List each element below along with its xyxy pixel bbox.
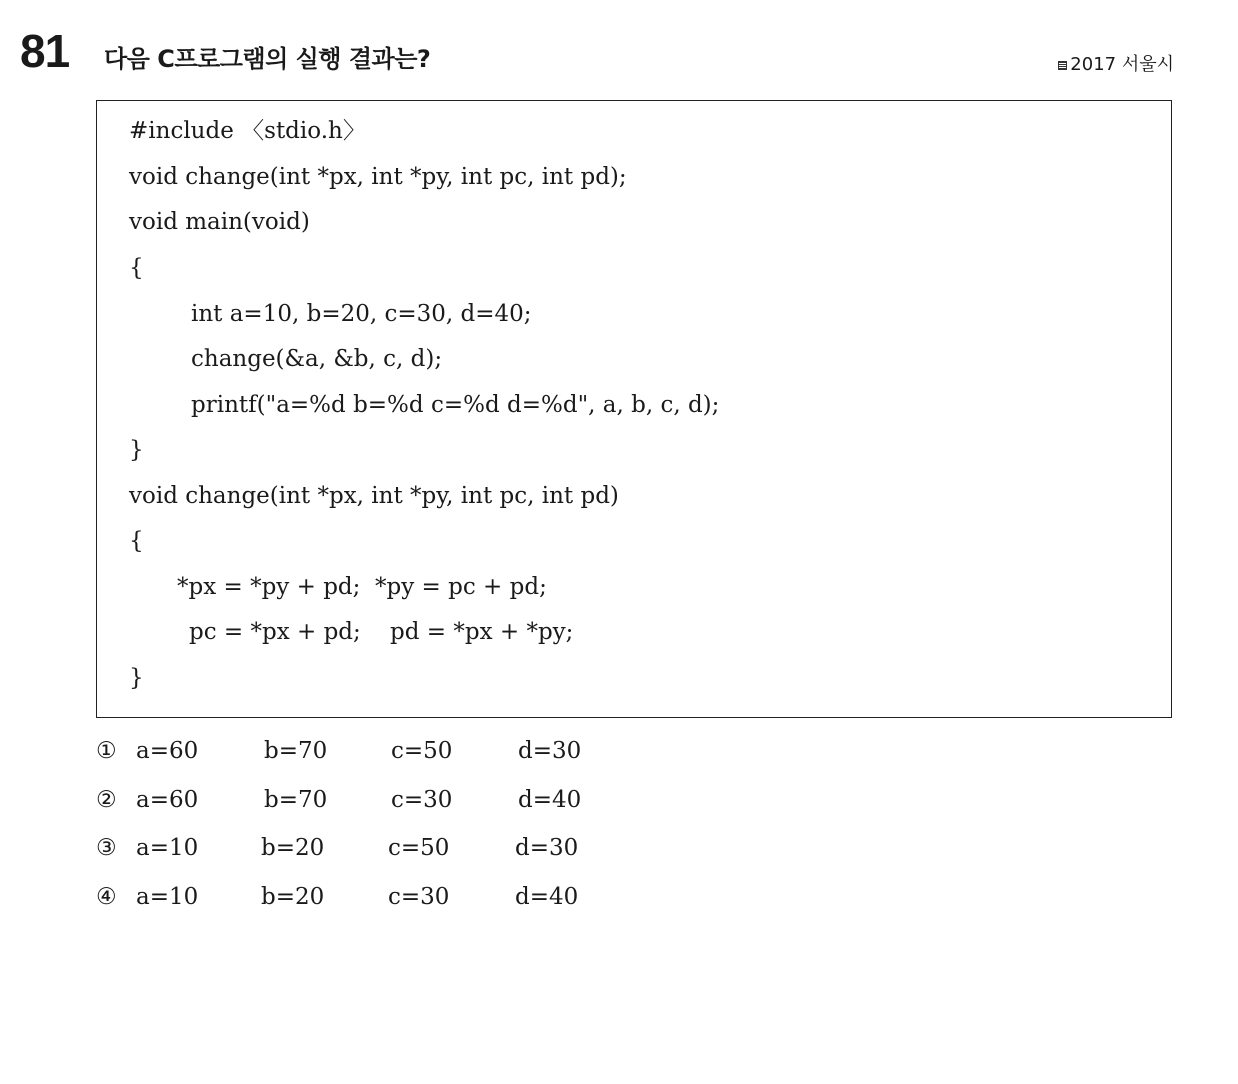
choice-value-a: a=10 <box>136 835 199 861</box>
choice-value-d: d=30 <box>518 738 582 764</box>
code-line: int a=10, b=20, c=30, d=40; <box>191 301 532 327</box>
choice-marker: ③ <box>96 835 117 861</box>
answer-choice-4[interactable] <box>96 880 579 914</box>
answer-choice-1[interactable] <box>96 734 582 768</box>
source-label: 2017 서울시 <box>1070 54 1174 75</box>
code-line: } <box>129 665 144 691</box>
code-line: void change(int *px, int *py, int pc, int pd) <box>129 483 619 509</box>
code-line: pc = *px + pd; pd = *px + *py; <box>189 619 574 645</box>
code-line: } <box>129 437 144 463</box>
choice-marker: ④ <box>96 884 117 910</box>
choice-value-b: b=20 <box>261 835 325 861</box>
choice-value-a: a=10 <box>136 884 199 910</box>
answer-choice-2[interactable] <box>96 783 582 817</box>
code-line: { <box>129 255 144 281</box>
choice-value-d: d=40 <box>515 884 579 910</box>
choice-value-c: c=30 <box>391 787 453 813</box>
choice-value-b: b=70 <box>264 787 328 813</box>
choice-value-c: c=50 <box>391 738 453 764</box>
question-source <box>1058 52 1174 78</box>
choice-value-a: a=60 <box>136 787 199 813</box>
code-line: void main(void) <box>129 209 310 235</box>
source-marker-icon <box>1058 61 1067 70</box>
code-line: void change(int *px, int *py, int pc, int pd); <box>129 164 627 190</box>
answer-choice-3[interactable] <box>96 831 579 865</box>
choice-value-d: d=40 <box>518 787 582 813</box>
code-box <box>96 100 1172 718</box>
choice-value-b: b=20 <box>261 884 325 910</box>
code-line: change(&a, &b, c, d); <box>191 346 443 372</box>
choice-value-c: c=30 <box>388 884 450 910</box>
code-line: printf("a=%d b=%d c=%d d=%d", a, b, c, d); <box>191 392 720 418</box>
question-number: 81 <box>20 25 70 77</box>
choice-value-d: d=30 <box>515 835 579 861</box>
choice-value-b: b=70 <box>264 738 328 764</box>
choice-value-c: c=50 <box>388 835 450 861</box>
code-line: #include 〈stdio.h〉 <box>129 118 366 144</box>
question-text: 다음 C프로그램의 실행 결과는? <box>104 45 431 73</box>
choice-value-a: a=60 <box>136 738 199 764</box>
code-line: { <box>129 528 144 554</box>
choice-marker: ① <box>96 738 117 764</box>
choice-marker: ② <box>96 787 117 813</box>
code-line: *px = *py + pd; *py = pc + pd; <box>177 574 547 600</box>
